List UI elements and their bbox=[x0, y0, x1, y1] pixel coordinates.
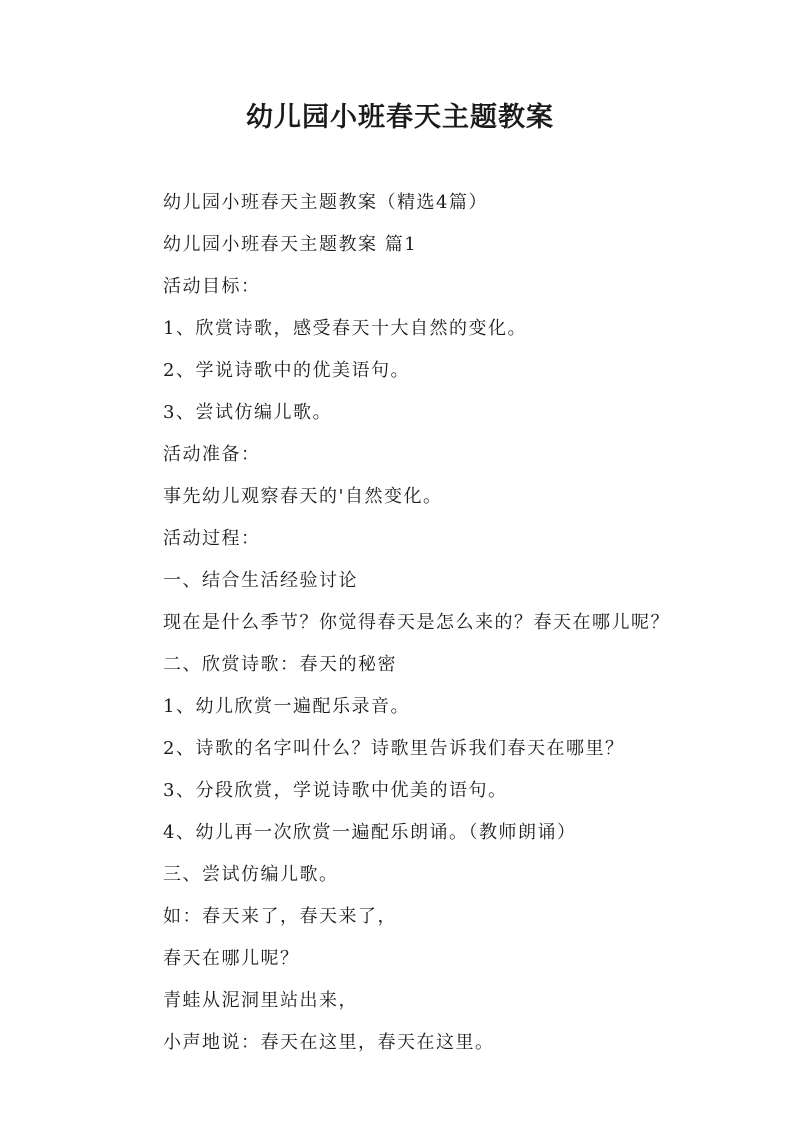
paragraph-step-1-heading: 一、结合生活经验讨论 bbox=[163, 570, 358, 591]
paragraph-step-2-item-2: 2、诗歌的名字叫什么？诗歌里告诉我们春天在哪里？ bbox=[163, 738, 625, 759]
paragraph-poem-line-1: 如：春天来了，春天来了， bbox=[163, 906, 397, 927]
paragraph-poem-line-3: 青蛙从泥洞里站出来， bbox=[163, 990, 358, 1011]
paragraph-poem-line-4: 小声地说：春天在这里，春天在这里。 bbox=[163, 1032, 495, 1053]
paragraph-goal-2: 2、学说诗歌中的优美语句。 bbox=[163, 360, 410, 381]
paragraph-prep-text: 事先幼儿观察春天的'自然变化。 bbox=[163, 486, 443, 507]
paragraph-goals-heading: 活动目标： bbox=[163, 276, 261, 297]
paragraph-step-3-heading: 三、尝试仿编儿歌。 bbox=[163, 864, 339, 885]
paragraph-step-1-question: 现在是什么季节？你觉得春天是怎么来的？春天在哪儿呢？ bbox=[163, 612, 670, 633]
paragraph-step-2-heading: 二、欣赏诗歌：春天的秘密 bbox=[163, 654, 397, 675]
paragraph-prep-heading: 活动准备： bbox=[163, 444, 261, 465]
document-body bbox=[117, 182, 683, 1064]
paragraph-section-heading: 幼儿园小班春天主题教案 篇1 bbox=[163, 234, 418, 255]
paragraph-goal-1: 1、欣赏诗歌，感受春天十大自然的变化。 bbox=[163, 318, 527, 339]
paragraph-step-2-item-4: 4、幼儿再一次欣赏一遍配乐朗诵。（教师朗诵） bbox=[163, 822, 577, 843]
paragraph-process-heading: 活动过程： bbox=[163, 528, 261, 549]
document-title: 幼儿园小班春天主题教案 bbox=[246, 102, 554, 133]
paragraph-subtitle: 幼儿园小班春天主题教案（精选4篇） bbox=[163, 192, 488, 213]
paragraph-poem-line-2: 春天在哪儿呢？ bbox=[163, 948, 300, 969]
paragraph-step-2-item-3: 3、分段欣赏，学说诗歌中优美的语句。 bbox=[163, 780, 508, 801]
paragraph-step-2-item-1: 1、幼儿欣赏一遍配乐录音。 bbox=[163, 696, 410, 717]
paragraph-goal-3: 3、尝试仿编儿歌。 bbox=[163, 402, 332, 423]
